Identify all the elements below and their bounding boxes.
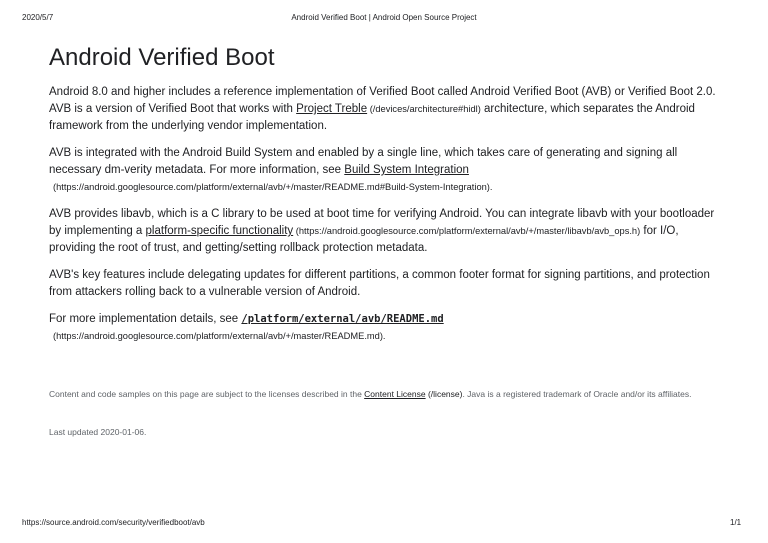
license-url: (/license) bbox=[425, 389, 463, 399]
project-treble-link[interactable]: Project Treble bbox=[296, 103, 368, 115]
article bbox=[49, 42, 724, 355]
platform-specific-functionality-link[interactable]: platform-specific functionality bbox=[145, 225, 294, 237]
print-date: 2020/5/7 bbox=[22, 13, 54, 22]
paragraph-intro bbox=[49, 84, 724, 135]
paragraph-more-details bbox=[49, 311, 724, 345]
paragraph-build-system bbox=[49, 145, 724, 196]
paragraph-text: for I/O, providing the root of trust, and getting/setting rollback protection metadata. bbox=[49, 225, 679, 254]
paragraph-text: Android 8.0 and higher includes a reference implementation of Verified Boot called Android Verified Boot (AVB) or Verified Boot 2.0. AVB is a version of Verified Boot that works with bbox=[49, 86, 716, 115]
paragraph-text: architecture, which separates the Android framework from the underlying vendor implementation. bbox=[49, 103, 695, 132]
paragraph-libavb bbox=[49, 206, 724, 257]
readme-link[interactable] bbox=[241, 313, 443, 325]
license-text: . Java is a registered trademark of Oracle and/or its affiliates. bbox=[462, 389, 692, 399]
paragraph-text: For more implementation details, see bbox=[49, 313, 242, 325]
link-url-text: (https://android.googlesource.com/platform/external/avb/+/master/README.md) bbox=[53, 331, 383, 341]
license-notice bbox=[49, 387, 709, 402]
paragraph-text: AVB is integrated with the Android Build System and enabled by a single line, which takes care of generating and signing all necessary dm-verity metadata. For more information, see bbox=[49, 147, 678, 176]
paragraph-text: . bbox=[489, 182, 493, 192]
paragraph-key-features: AVB's key features include delegating updates for different partitions, a common footer format for signing partitions, and protection from attackers rolling back to a vulnerable version of Android. bbox=[49, 269, 710, 298]
page-title: Android Verified Boot bbox=[49, 44, 275, 71]
link-url: (/devices/architecture#hidl) bbox=[367, 104, 481, 114]
link-url bbox=[49, 328, 724, 345]
content-license-link[interactable]: Content License bbox=[364, 389, 426, 399]
print-url: https://source.android.com/security/verifiedboot/avb bbox=[22, 518, 205, 527]
link-url: (https://android.googlesource.com/platform/external/avb/+/master/libavb/avb_ops.h) bbox=[293, 226, 641, 236]
link-url bbox=[49, 179, 724, 196]
readme-path[interactable]: /platform/external/avb/README.md bbox=[241, 313, 444, 325]
page-number: 1/1 bbox=[730, 518, 742, 527]
build-system-integration-link[interactable]: Build System Integration bbox=[344, 164, 469, 176]
license-text: Content and code samples on this page are subject to the licenses described in the bbox=[49, 389, 365, 399]
link-url-text: (https://android.googlesource.com/platform/external/avb/+/master/README.md#Build-System-Integration) bbox=[53, 182, 490, 192]
print-title: Android Verified Boot | Android Open Source Project bbox=[291, 13, 477, 22]
paragraph-text: AVB provides libavb, which is a C library to be used at boot time for verifying Android. You can integrate libavb with your bootloader by implementing a bbox=[49, 208, 715, 237]
last-updated: Last updated 2020-01-06. bbox=[49, 427, 147, 437]
paragraph-text: . bbox=[382, 331, 386, 341]
